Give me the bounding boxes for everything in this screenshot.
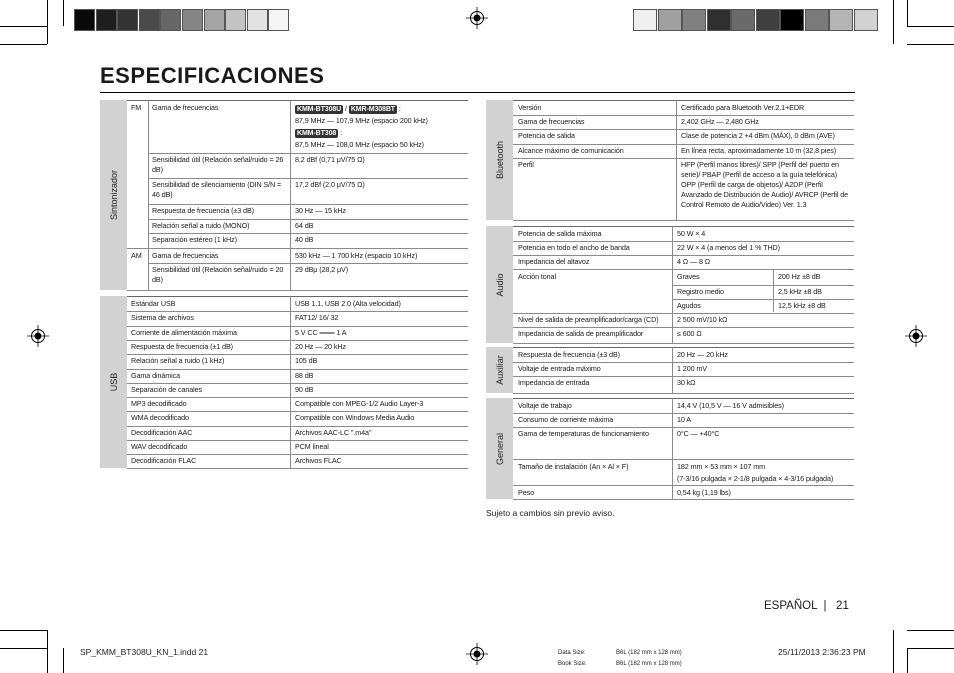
crop-mark [63,648,64,673]
spec-value: 30 kΩ [677,378,696,387]
spec-value: 105 dB [295,356,318,366]
crop-mark [907,44,954,45]
row-divider [672,299,854,300]
section-rule [100,100,468,101]
row-divider [513,499,854,500]
section-rule [486,100,854,101]
row-divider [513,393,854,394]
crop-mark [907,648,954,649]
spec-value: 29 dBμ (28,2 μV) [295,265,349,274]
row-divider [513,459,854,460]
footer-date: 25/11/2013 2:36:23 PM [778,647,866,657]
model-tag: KMM-BT308U [297,106,342,113]
model-tag: KMR-M308BT [350,106,395,113]
spec-value: 40 dB [295,235,314,244]
row-divider [148,204,468,205]
row-divider [127,468,468,469]
spec-label: WAV decodificado [131,442,188,451]
spec-value: Compatible con MPEG-1/2 Audio Layer-3 [295,399,424,409]
spec-value: 8,2 dBf (0,71 μV/75 Ω) [295,155,365,164]
spec-label: Peso [518,488,534,497]
spec-value: USB 1.1, USB 2.0 (Alta velocidad) [295,299,401,308]
spec-label: Impedancia de entrada [518,378,590,387]
model-tag: KMM-BT308 [297,130,337,137]
spec-label: Respuesta de frecuencia (±3 dB) [152,206,254,215]
row-divider [513,427,854,428]
spec-value: FAT12/ 16/ 32 [295,313,339,323]
section-label-text: Bluetooth [494,140,505,180]
separator: : [398,104,401,113]
spec-value: 87,5 MHz — 108,0 MHz (espacio 50 kHz) [295,140,424,149]
spec-value: 50 W × 4 [677,229,706,238]
row-divider [513,413,854,414]
row-divider [513,255,854,256]
spec-value: Clase de potencia 2 +4 dBm (MÁX), 0 dBm (AVE) [681,131,835,140]
column-divider [773,269,774,312]
row-divider [127,397,468,398]
spec-label: WMA decodificado [131,413,189,423]
column-divider [290,296,291,468]
crop-mark [0,630,47,631]
color-swatch [74,9,95,31]
crop-mark [907,630,954,631]
row-divider [127,369,468,370]
row-divider [513,241,854,242]
spec-value: 5 V CC ═══ 1 A [295,327,347,337]
color-swatch [707,9,731,31]
separator: | [823,600,827,612]
spec-value: 22 W × 4 (a menos del 1 % THD) [677,243,780,252]
spec-value: 20 Hz — 20 kHz [677,350,728,359]
row-divider [148,219,468,220]
color-swatch [682,9,706,31]
page-number: 21 [836,600,849,612]
language-label: ESPAÑOL [764,600,818,612]
section-rule [486,226,854,227]
spec-label: Decodificación AAC [131,427,193,437]
row-divider [513,115,854,116]
spec-value: Certificado para Bluetooth Ver.2.1+EDR [681,103,805,112]
color-swatch [160,9,181,31]
registration-mark-icon [466,7,488,29]
row-divider [127,290,468,291]
spec-value: 14,4 V (10,5 V — 16 V admisibles) [677,401,784,410]
spec-value: 0°C — +40°C [677,429,720,438]
crop-mark [893,0,894,44]
crop-mark [63,0,64,26]
spec-label: Alcance máximo de comunicación [518,146,624,155]
color-swatch [633,9,657,31]
color-swatch [780,9,804,31]
page-indicator [764,600,849,612]
spec-label: Registro medio [677,287,724,296]
registration-mark-icon [27,325,49,347]
book-size-value: B6L (182 mm x 128 mm) [616,661,682,667]
spec-value: Archivos AAC-LC ".m4a" [295,427,372,437]
spec-label: Consumo de corriente máxima [518,415,614,424]
title-rule [100,92,855,93]
spec-label: Respuesta de frecuencia (±1 dB) [131,341,233,351]
model-tags [295,128,342,138]
row-divider [513,376,854,377]
section-rule [100,296,468,297]
color-swatch [756,9,780,31]
spec-label: Sistema de archivos [131,313,194,323]
spec-value: 182 mm × 53 mm × 107 mm [677,462,765,471]
row-divider [127,440,468,441]
spec-label: Graves [677,272,700,281]
row-divider [513,144,854,145]
spec-label: Separación de canales [131,384,203,394]
crop-mark [907,648,908,673]
spec-label: Impedancia de salida de preamplificador [518,329,644,338]
spec-label: Impedancia del altavoz [518,257,590,266]
row-divider [127,340,468,341]
spec-value: (7-3/16 pulgada × 2-1/8 pulgada × 4-3/16 pulgada) [677,474,834,483]
crop-mark [907,0,908,26]
spec-label: Relación señal a ruido (MONO) [152,221,250,230]
spec-value: 88 dB [295,370,314,380]
row-divider [513,362,854,363]
spec-label: Estándar USB [131,299,176,308]
spec-value: En línea recta, aproximadamente 10 m (32,8 pies) [681,146,837,155]
spec-label: MP3 decodificado [131,399,187,409]
crop-mark [0,26,47,27]
spec-value: ≤ 600 Ω [677,329,702,338]
section-label-bluetooth [486,100,513,220]
spec-value: 30 Hz — 15 kHz [295,206,346,215]
color-swatch [96,9,117,31]
row-divider [148,153,468,154]
color-swatch [854,9,878,31]
row-divider [513,313,854,314]
section-label-text: General [494,432,505,465]
spec-label: Tamaño de instalación (An × Al × F) [518,462,629,471]
spec-value: Archivos FLAC [295,456,342,466]
data-size-value: B6L (182 mm x 128 mm) [616,650,682,656]
color-swatch [139,9,160,31]
row-divider [148,178,468,179]
spec-label: Potencia de salida máxima [518,229,602,238]
color-swatch [805,9,829,31]
column-divider [290,100,291,290]
spec-label: Sensibilidad útil (Relación señal/ruido = 20 dB) [152,265,284,284]
spec-value: 0,54 kg (1,19 lbs) [677,488,731,497]
spec-value: 20 Hz — 20 kHz [295,341,346,351]
section-label-text: Auxiliar [494,355,505,385]
crop-mark [47,630,48,673]
row-divider [513,269,854,270]
spec-value: Compatible con Windows Media Audio [295,413,415,423]
column-divider [676,100,677,220]
row-divider [127,411,468,412]
spec-value: 1 200 mV [677,364,707,373]
spec-value: 10 A [677,415,691,424]
row-divider [513,129,854,130]
spec-value: 2 500 mV/10 kΩ [677,315,728,324]
separator: / [345,104,347,113]
spec-label: Potencia en todo el ancho de banda [518,243,630,252]
section-label-auxiliar [486,347,513,393]
section-rule [486,398,854,399]
row-divider [148,263,468,264]
section-label-sintonizador: Sintonizador [100,100,127,290]
color-swatch [268,9,289,31]
color-swatch [204,9,225,31]
row-divider [127,383,468,384]
row-divider [127,248,468,249]
spec-label: Nivel de salida de preamplificador/carga (CD) [518,315,659,324]
color-swatch [829,9,853,31]
spec-label: Agudos [677,301,701,310]
color-swatch [182,9,203,31]
section-label-text: Audio [494,272,505,297]
spec-label: Voltaje de trabajo [518,401,572,410]
row-divider [148,233,468,234]
spec-label: Separación estéreo (1 kHz) [152,235,237,244]
footer-file: SP_KMM_BT308U_KN_1.indd 21 [80,647,209,657]
column-divider [148,100,149,248]
spec-label: Gama de frecuencias [518,117,585,126]
color-swatch [247,9,268,31]
separator: : [340,128,342,137]
spec-value: 4 Ω — 8 Ω [677,257,711,266]
spec-label: Gama dinámica [131,370,181,380]
spec-label: Gama de temperaturas de funcionamiento [518,429,649,438]
spec-value: 90 dB [295,384,314,394]
notice-text: Sujeto a cambios sin previo aviso. [486,508,615,518]
row-divider [672,285,854,286]
row-divider [127,354,468,355]
color-swatch [731,9,755,31]
crop-mark [893,630,894,673]
section-rule [486,347,854,348]
spec-value: 12,5 kHz ±8 dB [778,301,826,310]
row-divider [127,326,468,327]
crop-mark [47,0,48,44]
crop-mark [907,26,954,27]
color-swatch [117,9,138,31]
spec-value: HFP (Perfil manos libres)/ SPP (Perfil del puerto en serie)/ PBAP (Perfil de acceso a la guía telefónica) OPP (Perfil de carga de objetos)/ A2DP (Perfil Avanzado de Distribución de Audio)/ AVRCP (Perfil de Control Remoto de Audio/Video) Ver. 1.3 [681,160,848,209]
row-divider [513,158,854,159]
data-size-label: Data Size: [558,650,586,656]
column-divider [672,398,673,499]
spec-label: Gama de frecuencias [152,251,219,260]
spec-label: Relación señal a ruido (1 kHz) [131,356,225,366]
spec-value: 2,5 kHz ±8 dB [778,287,822,296]
registration-mark-icon [905,325,927,347]
model-tags [295,104,401,114]
section-label-usb: USB [100,296,127,468]
row-divider [513,343,854,344]
band-label-am: AM [131,251,142,260]
spec-label: Acción tonal [518,272,556,281]
row-divider [127,426,468,427]
spec-value: 64 dB [295,221,314,230]
crop-mark [0,44,47,45]
crop-mark [0,648,47,649]
section-label-audio [486,226,513,343]
spec-value: 530 kHz — 1 700 kHz (espacio 10 kHz) [295,251,418,260]
spec-label: Perfil [518,160,534,169]
spec-label: Versión [518,103,542,112]
color-swatch [225,9,246,31]
spec-value: 2,402 GHz — 2,480 GHz [681,117,759,126]
spec-value: 200 Hz ±8 dB [778,272,821,281]
spec-label: Corriente de alimentación máxima [131,327,237,337]
spec-label: Sensibilidad de silenciamiento (DIN S/N = 46 dB) [152,180,282,199]
section-label-general [486,398,513,499]
column-divider [148,248,149,290]
row-divider [127,454,468,455]
column-divider [672,226,673,343]
spec-label: Sensibilidad útil (Relación señal/ruido = 26 dB) [152,155,284,174]
spec-value: 87,9 MHz — 107,9 MHz (espacio 200 kHz) [295,116,428,125]
spec-label: Voltaje de entrada máximo [518,364,601,373]
page-title: ESPECIFICACIONES [100,63,325,88]
row-divider [513,485,854,486]
book-size-label: Book Size: [558,661,587,667]
spec-label: Gama de frecuencias [152,103,219,112]
registration-mark-icon [466,643,488,665]
row-divider [513,220,854,221]
column-divider [672,347,673,393]
color-swatch [658,9,682,31]
spec-value: 17,2 dBf (2,0 μV/75 Ω) [295,180,365,189]
spec-label: Respuesta de frecuencia (±3 dB) [518,350,620,359]
band-label-fm: FM [131,103,142,112]
row-divider [127,311,468,312]
spec-value: PCM lineal [295,442,329,451]
spec-label: Potencia de salida [518,131,575,140]
spec-label: Decodificación FLAC [131,456,197,466]
row-divider [513,327,854,328]
